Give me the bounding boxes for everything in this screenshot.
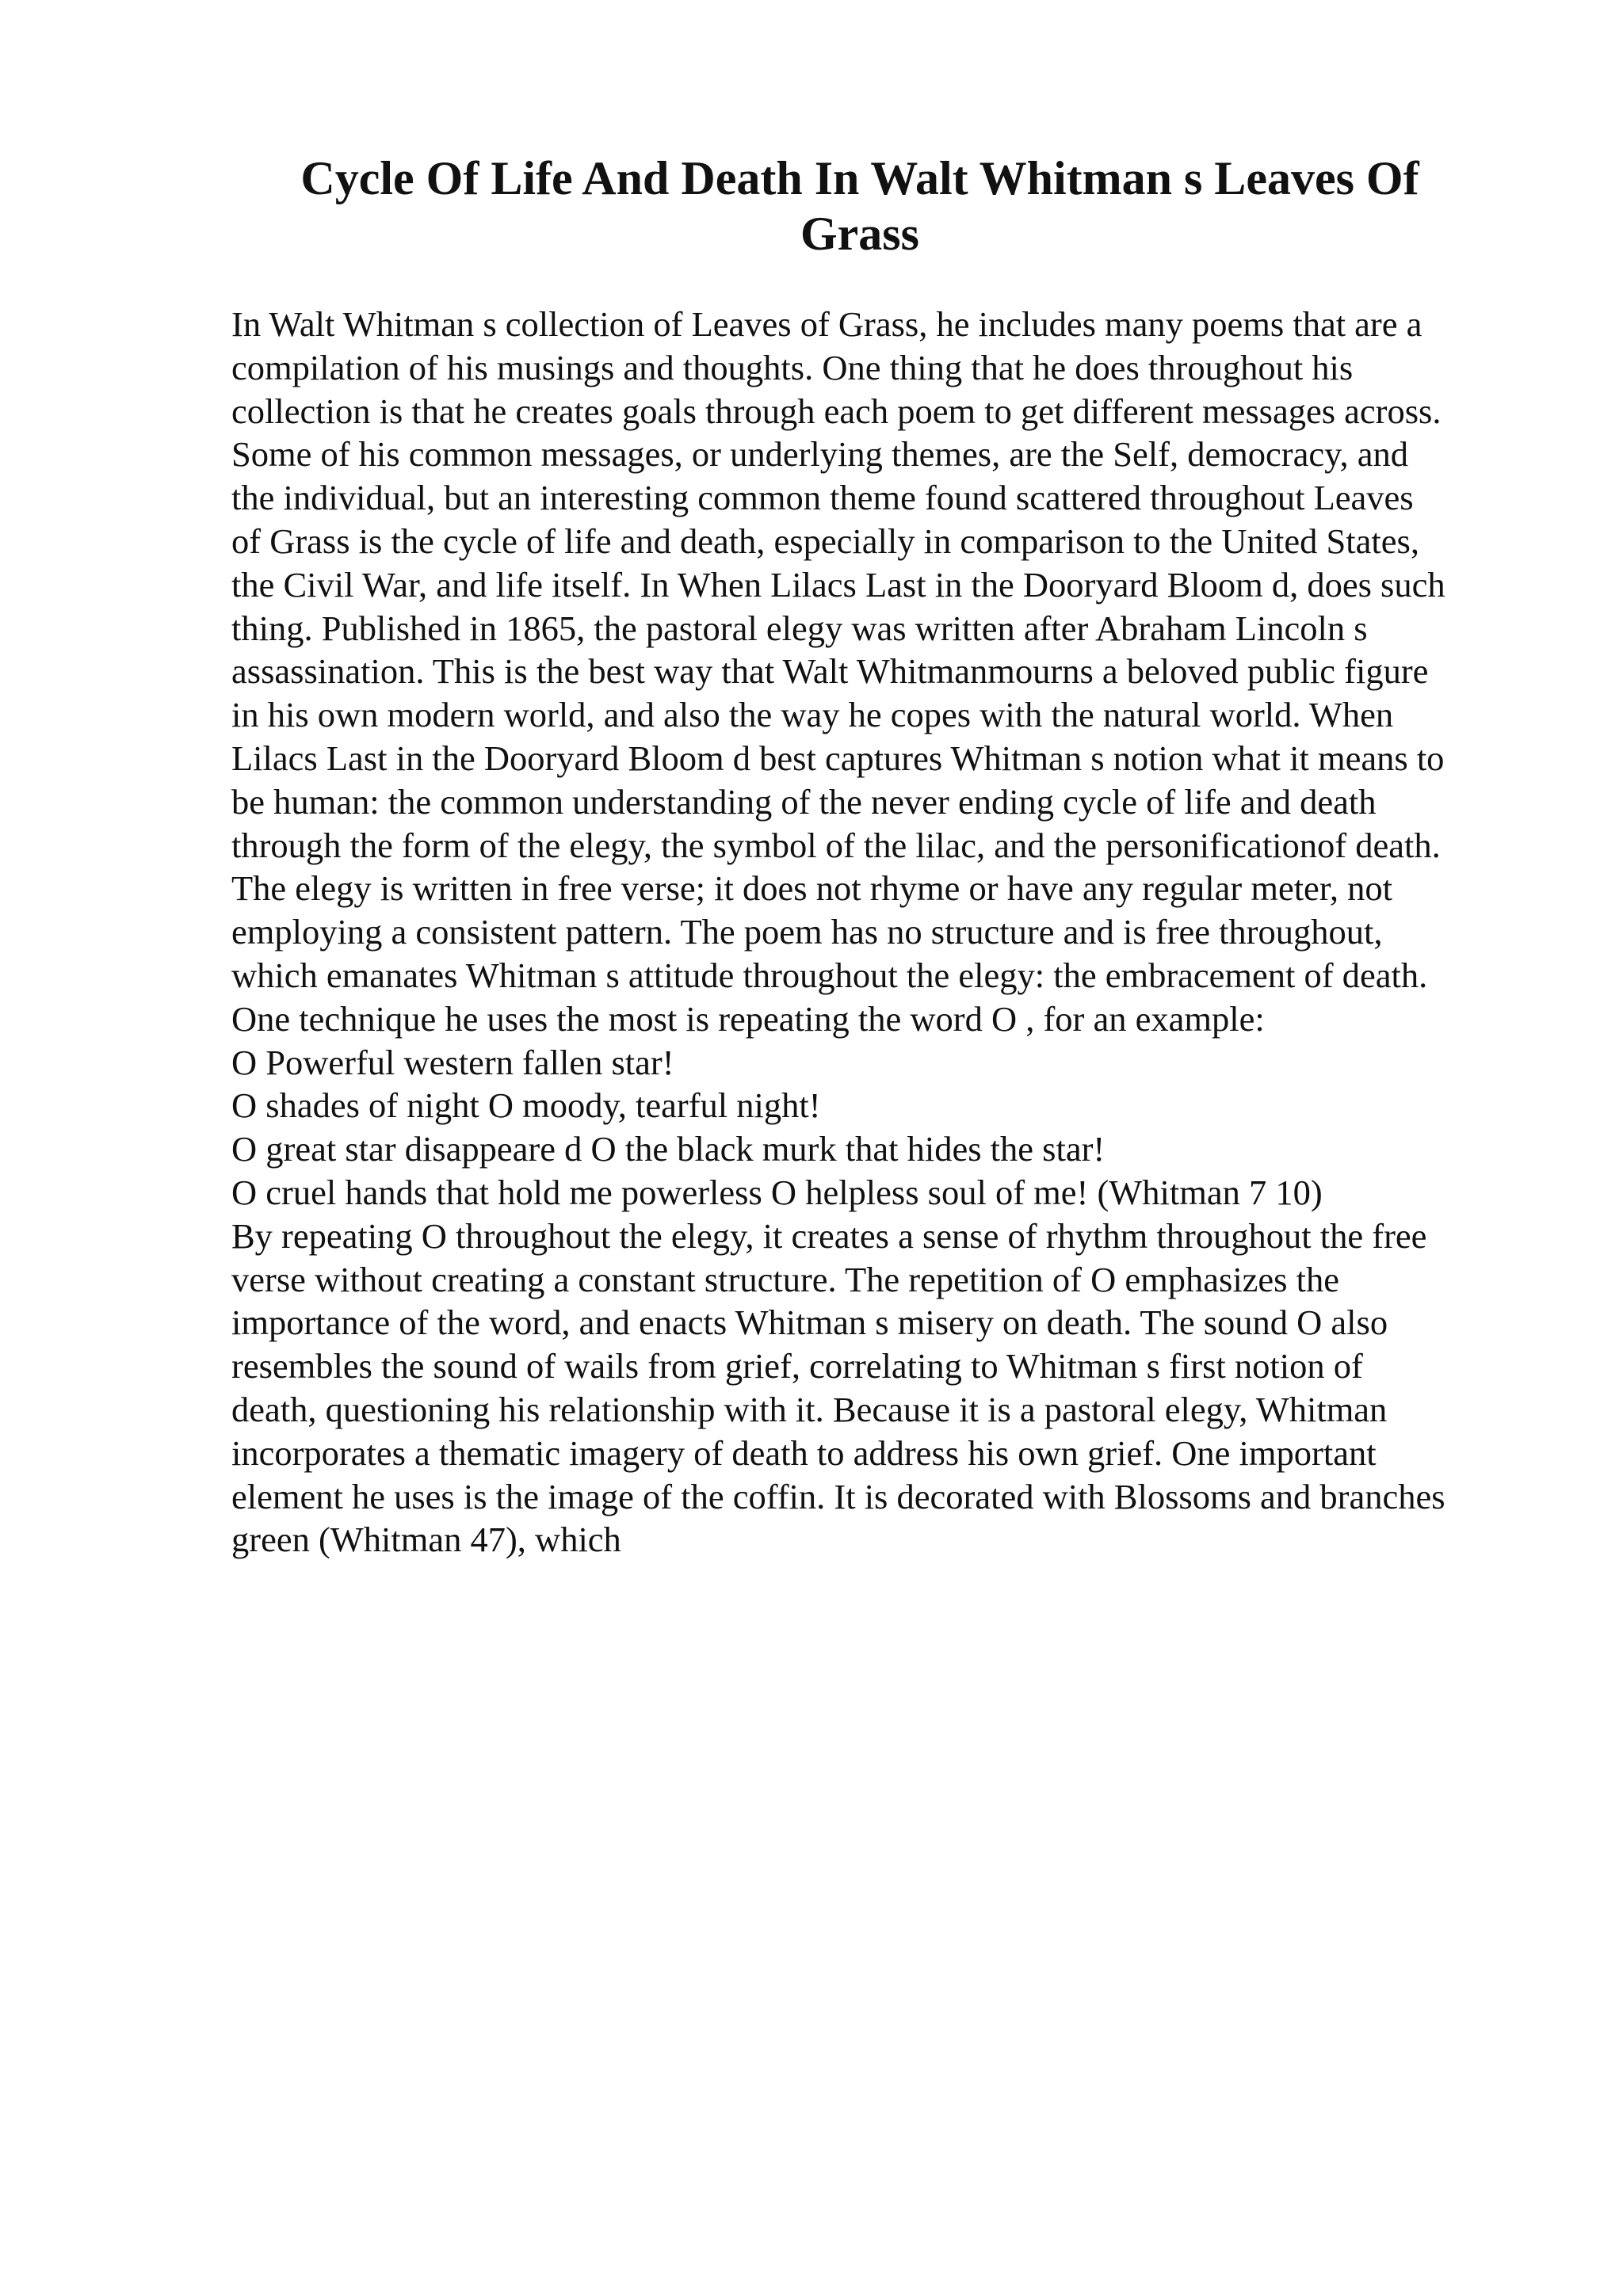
body-line: the individual, but an interesting common theme found scattered throughout Leaves [231, 478, 1414, 518]
document-title [230, 151, 1490, 261]
body-line: Lilacs Last in the Dooryard Bloom d best captures Whitman s notion what it means to [231, 738, 1445, 778]
body-line: assassination. This is the best way that Walt Whitmanmourns a beloved public figure [231, 651, 1429, 692]
body-line: death, questioning his relationship with it. Because it is a pastoral elegy, Whitman [231, 1389, 1388, 1429]
body-line: employing a consistent pattern. The poem has no structure and is free throughout, [231, 912, 1383, 952]
poem-quote-line: O great star disappeare d O the black murk that hides the star! [231, 1129, 1106, 1169]
body-line: By repeating O throughout the elegy, it creates a sense of rhythm throughout the free [231, 1215, 1427, 1256]
body-line: green (Whitman 47), which [231, 1520, 621, 1560]
body-line: One technique he uses the most is repeating the word O , for an example: [231, 998, 1265, 1039]
body-line: incorporates a thematic imagery of death to address his own grief. One important [231, 1432, 1377, 1473]
poem-quote-line: O shades of night O moody, tearful night! [231, 1085, 821, 1126]
body-line: resembles the sound of wails from grief, correlating to Whitman s first notion of [231, 1346, 1363, 1386]
document-body [231, 303, 1594, 1562]
body-line: element he uses is the image of the coffin. It is decorated with Blossoms and branches [231, 1476, 1445, 1516]
body-line: importance of the word, and enacts Whitman s misery on death. The sound O also [231, 1302, 1388, 1343]
body-line: The elegy is written in free verse; it does not rhyme or have any regular meter, not [231, 868, 1392, 909]
body-line: of Grass is the cycle of life and death, especially in comparison to the United States, [231, 521, 1419, 561]
body-line: which emanates Whitman s attitude throughout the elegy: the embracement of death. [231, 955, 1428, 995]
title-line: Grass [800, 208, 919, 260]
body-line: thing. Published in 1865, the pastoral elegy was written after Abraham Lincoln s [231, 608, 1368, 648]
title-line: Cycle Of Life And Death In Walt Whitman s Leaves Of [300, 152, 1419, 204]
body-line: in his own modern world, and also the way he copes with the natural world. When [231, 695, 1394, 735]
body-line: collection is that he creates goals through each poem to get different messages across. [231, 391, 1442, 431]
body-line: verse without creating a constant structure. The repetition of O emphasizes the [231, 1259, 1339, 1299]
body-line: be human: the common understanding of the never ending cycle of life and death [231, 781, 1377, 822]
poem-quote-line: O Powerful western fallen star! [231, 1042, 674, 1082]
poem-quote-line: O cruel hands that hold me powerless O helpless soul of me! (Whitman 7 10) [231, 1172, 1323, 1212]
body-line: the Civil War, and life itself. In When Lilacs Last in the Dooryard Bloom d, does such [231, 564, 1445, 605]
body-line: through the form of the elegy, the symbol of the lilac, and the personificationof death. [231, 825, 1441, 865]
body-line: compilation of his musings and thoughts. One thing that he does throughout his [231, 347, 1354, 387]
body-line: In Walt Whitman s collection of Leaves of Grass, he includes many poems that are a [231, 304, 1423, 344]
body-line: Some of his common messages, or underlying themes, are the Self, democracy, and [231, 434, 1408, 475]
